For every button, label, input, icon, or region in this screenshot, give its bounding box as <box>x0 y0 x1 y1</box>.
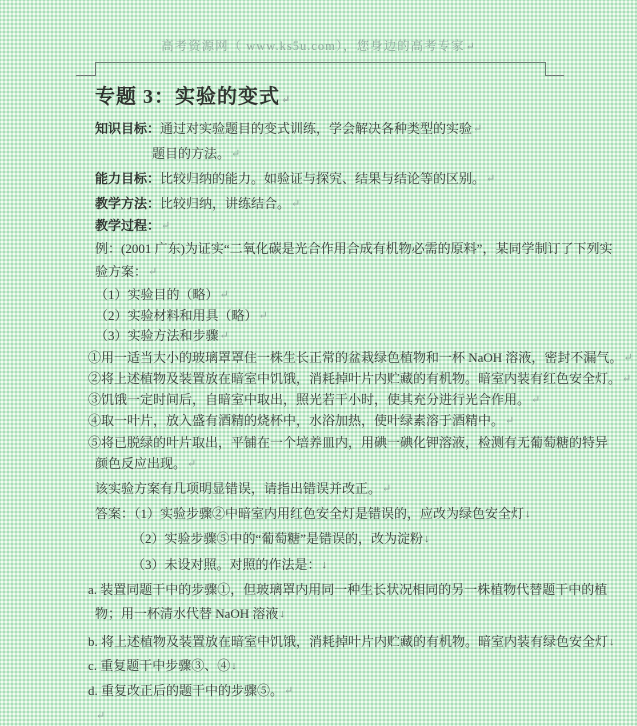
section-label: 教学过程： <box>95 218 161 233</box>
doc-line: （1）实验目的（略） ↵ <box>88 282 578 305</box>
line-break-mark: ↓ <box>279 608 285 620</box>
header-rule-left-step <box>95 62 96 76</box>
doc-line: （3）未设对照。对照的作法是： ↓ <box>88 549 578 575</box>
doc-line: c. 重复题干中步骤③、④ ↓ <box>88 652 578 676</box>
doc-line: 验方案： ↵ <box>88 259 578 282</box>
paragraph-mark: ↵ <box>219 289 229 301</box>
doc-line <box>88 701 578 726</box>
doc-line: 颜色反应出现。 ↵ <box>88 453 578 474</box>
paragraph-mark: ↵ <box>291 198 301 210</box>
doc-line: ③饥饿一定时间后，自暗室中取出，照光若干小时，使其充分进行光合作用。 ↵ <box>88 389 578 410</box>
page-header-watermark <box>0 36 637 57</box>
doc-line: 例：(2001 广东)为证实“二氧化碳是光合作用合成有机物必需的原料”，某同学制订了下列实 <box>95 241 613 256</box>
paragraph-mark: ↵ <box>258 310 268 322</box>
line-break-mark: ↓ <box>424 533 430 545</box>
doc-line: ④取一叶片，放入盛有酒精的烧杯中，水浴加热，使叶绿素溶于酒精中。 ↵ <box>88 410 578 431</box>
section-label: 能力目标： <box>95 171 161 186</box>
doc-line: 答案：（1）实验步骤②中暗室内用红色安全灯是错误的，应改为绿色安全灯 ↓ <box>88 499 578 524</box>
page-title <box>88 84 578 114</box>
doc-line: 题目的方法。 ↵ <box>88 139 578 164</box>
doc-line: 教学方法： 比较归纳，讲练结合。 ↵ <box>88 189 578 214</box>
doc-line: ①用一适当大小的玻璃罩罩住一株生长正常的盆栽绿色植物和一杯 NaOH 溶液，密封不漏气。 ↵ <box>88 346 578 368</box>
header-rule-right-foot <box>545 75 564 76</box>
doc-line: （2）实验材料和用具（略） ↵ <box>88 305 578 326</box>
paragraph-mark: ↵ <box>505 415 515 427</box>
doc-line: 知识目标： 通过对实验题目的变式训练，学会解决各种类型的实验 ↵ <box>88 114 578 139</box>
paragraph-mark: ↵ <box>187 458 197 470</box>
doc-line: （2）实验步骤⑤中的“葡萄糖”是错误的，改为淀粉 ↓ <box>88 524 578 549</box>
doc-line: ⑤将已脱绿的叶片取出，平铺在一个培养皿内，用碘一碘化钾溶液，检测有无葡萄糖的特异 <box>88 435 609 450</box>
doc-line: 能力目标： 比较归纳的能力。如验证与探究、结果与结论等的区别。 ↵ <box>88 164 578 189</box>
page-title-text: 专题 3：实验的变式 <box>95 86 280 108</box>
line-break-mark: ↓ <box>609 636 615 648</box>
paragraph-mark: ↵ <box>531 394 541 406</box>
paragraph-mark: ↵ <box>219 330 229 342</box>
doc-line: a. 装置同题干中的步骤①，但玻璃罩内用同一种生长状况相同的另一株植物代替题干中的植 <box>88 582 608 597</box>
paragraph-mark: ↵ <box>284 685 294 697</box>
header-text: 高考资源网（ www.ks5u.com），您身边的高考专家 <box>161 39 465 53</box>
paragraph-mark: ↵ <box>231 148 241 160</box>
section-label: 知识目标： <box>95 121 161 136</box>
paragraph-mark: ↵ <box>281 94 292 106</box>
section-label: 教学方法： <box>95 196 161 211</box>
header-rule-right-step <box>545 62 546 76</box>
paragraph-mark: ↵ <box>148 266 158 278</box>
paragraph-mark: ↵ <box>382 483 392 495</box>
paragraph-mark: ↵ <box>96 710 106 722</box>
doc-line <box>88 214 578 236</box>
doc-line: 物；用一杯清水代替 NaOH 溶液 ↓ <box>88 600 578 624</box>
paragraph-mark: ↵ <box>473 123 483 135</box>
doc-line: ②将上述植物及装置放在暗室中饥饿，消耗掉叶片内贮藏的有机物。暗室内装有红色安全灯。 ↵ <box>88 368 578 389</box>
line-break-mark: ↓ <box>231 660 237 672</box>
doc-line: 该实验方案有几项明显错误，请指出错误并改正。 ↵ <box>88 474 578 499</box>
doc-line: b. 将上述植物及装置放在暗室中饥饿，消耗掉叶片内贮藏的有机物。暗室内装有绿色安全灯 ↓ <box>88 624 578 652</box>
line-break-mark: ↓ <box>321 559 328 571</box>
document-body <box>88 84 633 726</box>
doc-line: （3）实验方法和步骤 ↵ <box>88 326 578 346</box>
paragraph-mark: ↵ <box>623 352 633 364</box>
paragraph-mark: ↵ <box>465 41 476 53</box>
paragraph-mark: ↵ <box>161 220 171 232</box>
paragraph-mark: ↵ <box>486 173 496 185</box>
doc-line: d. 重复改正后的题干中的步骤⑤。 ↵ <box>88 676 578 701</box>
line-break-mark: ↓ <box>525 508 531 520</box>
header-rule-left-foot <box>76 75 96 76</box>
paragraph-mark: ↵ <box>622 373 632 385</box>
header-rule-line <box>95 62 545 63</box>
